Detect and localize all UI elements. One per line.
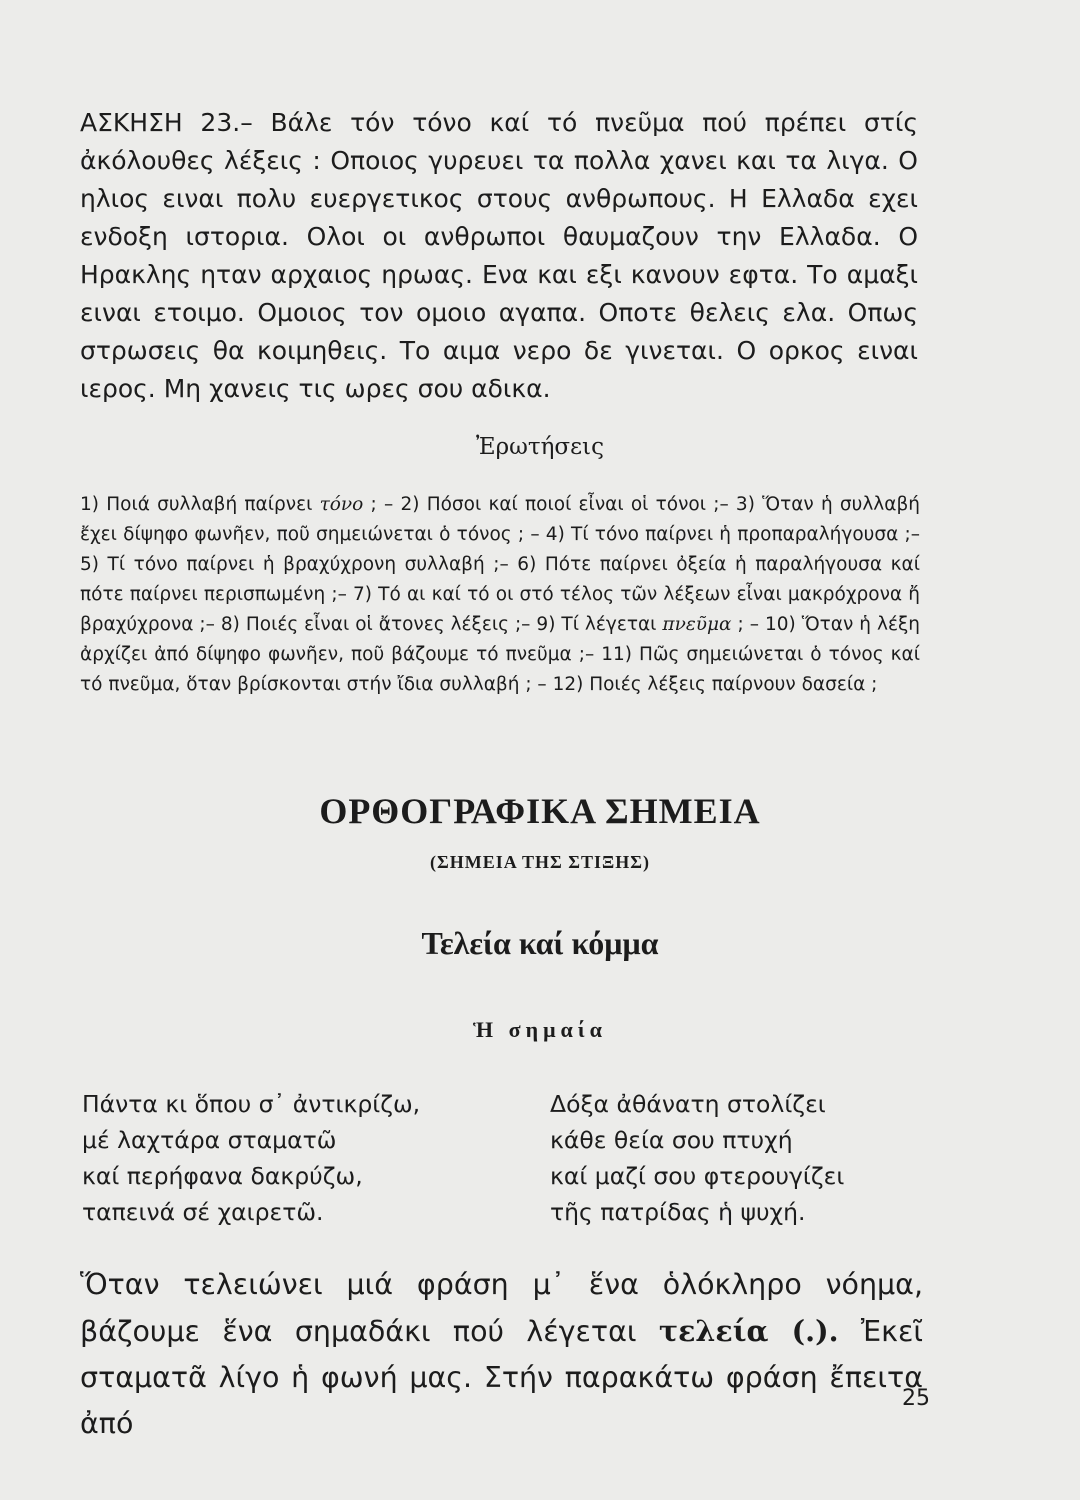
poem-line: καί περήφανα δακρύζω, [82, 1162, 363, 1190]
questions-2-to-9-text: ; – 2) Πόσοι καί ποιοί εἶναι οἱ τόνοι ;– 3) Ὅταν ἡ συλλαβή ἔχει δίψηφο φωνῆεν, ποῦ σημειώνεται ὁ τόνος ; – 4) Τί τόνο παίρνει ἡ προπαραλήγουσα ;– 5) Τί τόνο παίρνει ἡ βραχύχρονη συλλαβή ;– 6) Πότε παίρνει ὀξεία ἡ παραλήγουσα καί πότε παίρνει περισπωμένη ;– 7) Τό αι καί τό οι στό τέλος τῶν λέξεων εἶναι μακρόχρονα ἤ βραχύχρονα ;– 8) Ποιές εἶναι οἱ ἄτονες λέξεις ;– 9) Τί λέγεται [80, 494, 920, 635]
poem-line: ταπεινά σέ χαιρετῶ. [82, 1198, 324, 1226]
section-title: ΟΡΘΟΓΡΑΦΙΚΑ ΣΗΜΕΙΑ [319, 791, 761, 831]
questions-heading: Ἐρωτήσεις [476, 434, 604, 460]
poem-left-stanza [82, 1086, 420, 1230]
topic-heading: Τελεία καί κόμμα [421, 925, 659, 961]
poem-line: μέ λαχτάρα σταματῶ [82, 1126, 337, 1154]
poem-right-stanza [550, 1086, 844, 1230]
question-9-emphasis: πνεῦμα [662, 614, 732, 635]
body-paragraph [80, 1262, 923, 1447]
poem-line: κάθε θεία σου πτυχή [550, 1126, 793, 1154]
questions-10-to-12-text: ; – 10) Ὅταν ἡ λέξη ἀρχίζει ἀπό δίψηφο φωνῆεν, ποῦ βάζουμε τό πνεῦμα ;– 11) Πῶς σημειώνεται ὁ τόνος καί τό πνεῦμα, ὅταν βρίσκονται στήν ἴδια συλλαβή ; – 12) Ποιές λέξεις παίρνουν δασεία ; [80, 614, 921, 695]
body-text-start: Ὅταν τελειώνει μιά φράση μ᾽ ἕνα ὁλόκληρο νόημα, βάζουμε ἕνα σημαδάκι πού λέγεται [80, 1268, 923, 1348]
question-1-text: 1) Ποιά συλλαβή παίρνει [80, 494, 320, 515]
poem-line: Δόξα ἀθάνατη στολίζει [550, 1090, 826, 1118]
page-number: 25 [902, 1386, 930, 1411]
body-term-teleia: τελεία (.). [658, 1314, 839, 1348]
poem-line: καί μαζί σου φτερουγίζει [550, 1162, 845, 1190]
poem-line: τῆς πατρίδας ἡ ψυχή. [550, 1198, 806, 1226]
exercise-23-text: ΑΣΚΗΣΗ 23.– Βάλε τόν τόνο καί τό πνεῦμα πού πρέπει στίς ἀκόλουθες λέξεις : Οποιος γυρευει τα πολλα χανει και τα λιγα. Ο ηλιος ειναι πολυ ευεργετικος στους ανθρωπους. Η Ελλαδα εχει ενδοξη ιστορια. Ολοι οι ανθρωποι θαυμαζουν την Ελλαδα. Ο Ηρακλης ηταν αρχαιος ηρωας. Ενα και εξι κανουν εφτα. Το αμαξι ειναι ετοιμο. Ομοιος τον ομοιο αγαπα. Οποτε θελεις ελα. Οπως στρωσεις θα κοιμηθεις. Το αιμα νερο δε γινεται. Ο ορκος ειναι ιερος. Μη χανεις τις ωρες σου αδικα. [80, 108, 918, 403]
poem-line: Πάντα κι ὅπου σ᾽ ἀντικρίζω, [82, 1090, 421, 1118]
section-subtitle: (ΣΗΜΕΙΑ ΤΗΣ ΣΤΙΞΗΣ) [430, 852, 650, 872]
question-1-emphasis: τόνο [319, 494, 364, 515]
body-text-end: Ἐκεῖ σταματᾶ λίγο ἡ φωνή μας. Στήν παρακάτω φράση ἔπειτα ἀπό [80, 1315, 923, 1440]
poem-title: Ἡ σημαία [473, 1017, 607, 1042]
questions-paragraph [80, 490, 920, 700]
